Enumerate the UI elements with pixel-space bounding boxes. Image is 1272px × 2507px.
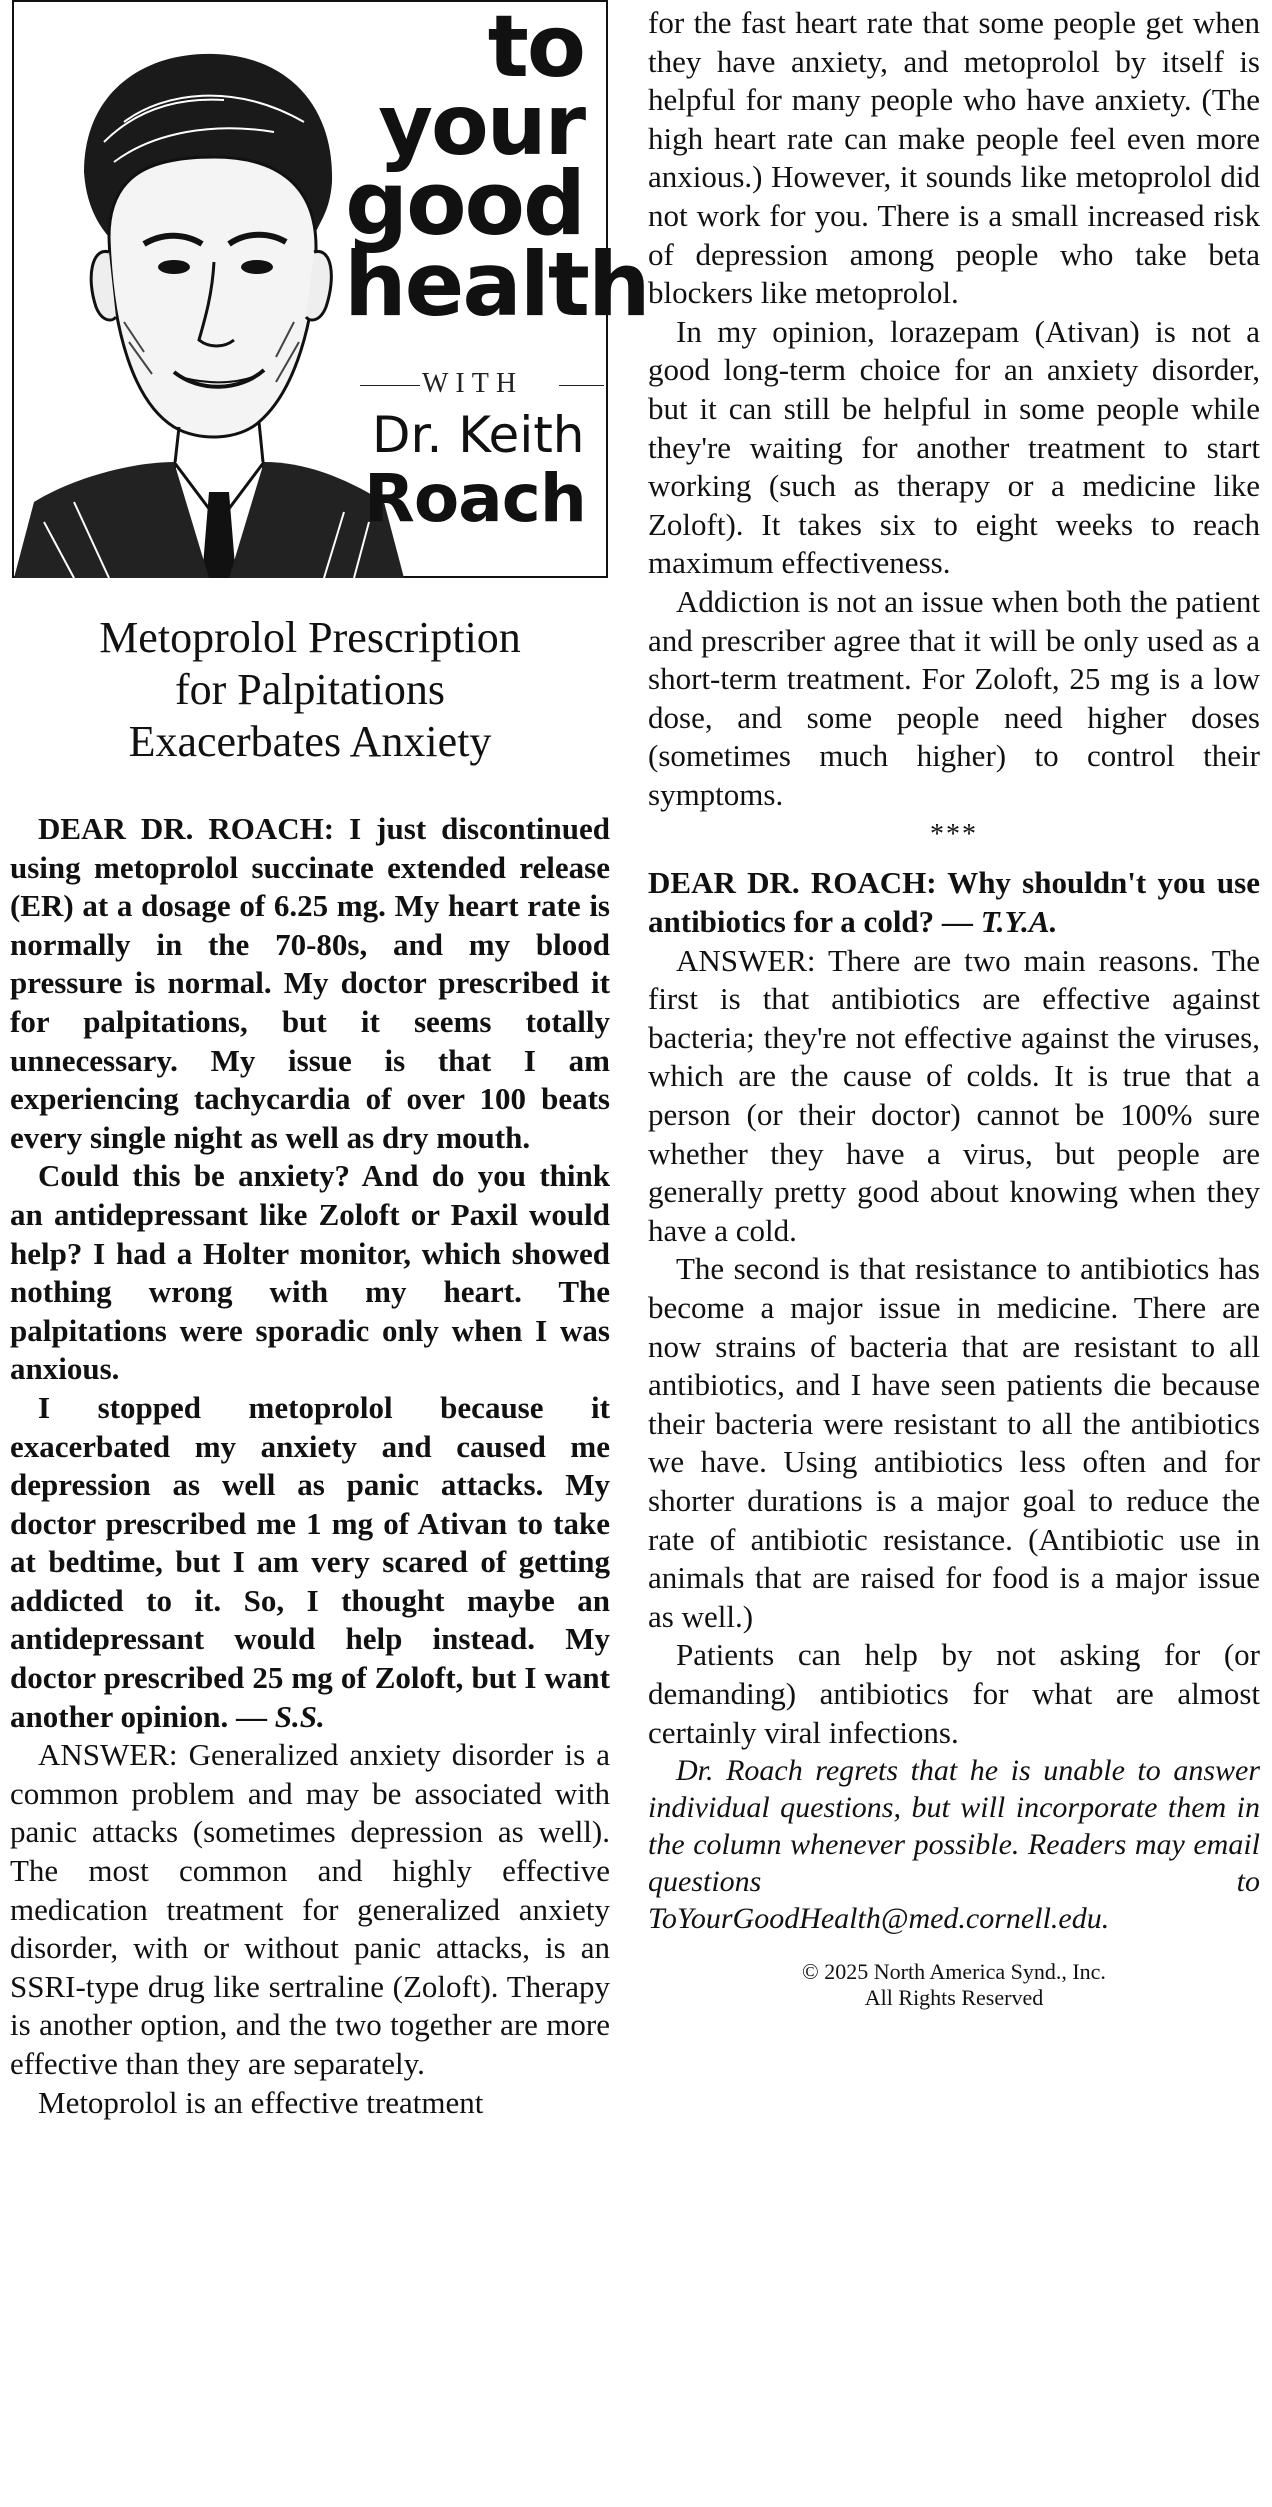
letter1-paragraph-1: DEAR DR. ROACH: I just discontinued using metoprolol succinate extended release (ER) at a dosage of 6.25 mg. My heart rate is normally in the 70-80s, and my blood pressure is normal. My doctor prescribed it for palpitations, but it seems totally unnecessary. My issue is that I am experiencing tachycardia of over 100 beats every single night as well as dry mouth. <box>10 811 610 1155</box>
logo-line-to: to <box>487 0 584 97</box>
left-body-text <box>10 810 610 2122</box>
logo-rule-left <box>360 385 420 386</box>
author-first-name: Dr. Keith <box>372 406 585 464</box>
answer2-paragraph-1: ANSWER: There are two main reasons. The first is that antibiotics are effective against bacteria; they're not effective against the viruses, which are the cause of colds. It is true that a person (or their doctor) cannot be 100% sure whether they have a virus, but people are generally pretty good about knowing when they have a cold. <box>648 942 1260 1248</box>
article-headline <box>10 612 610 768</box>
copyright-notice <box>648 1959 1260 2011</box>
copyright-line-1: © 2025 North America Synd., Inc. <box>802 1959 1106 1985</box>
logo-title <box>344 0 649 337</box>
answer2-paragraph-3: Patients can help by not asking for (or demanding) antibiotics for what are almost certainly viral infections. <box>648 1637 1260 1750</box>
answer1-paragraph-2: Metoprolol is an effective treatment <box>38 2084 484 2120</box>
letter1-paragraph-3 <box>10 1389 610 1736</box>
letter1-paragraph-2: Could this be anxiety? And do you think an antidepressant like Zoloft or Paxil would help? I had a Holter monitor, which showed nothing wrong with my heart. The palpitations were sporadic only when I was anxious. <box>10 1158 610 1387</box>
letter1-signature: S.S. <box>274 1698 325 1734</box>
answer1-paragraph-1: ANSWER: Generalized anxiety disorder is a common problem and may be associated with panic attacks (sometimes depression as well). The most common and highly effective medication treatment for generalized anxiety disorder, with or without panic attacks, is an SSRI-type drug like sertraline (Zoloft). Therapy is another option, and the two together are more effective than they are separately. <box>10 1737 610 2081</box>
right-body-text <box>648 4 1260 2011</box>
section-separator: *** <box>930 819 978 851</box>
answer1-paragraph-3: In my opinion, lorazepam (Ativan) is not a good long-term choice for an anxiety disorder, but it can still be helpful in some people while they're waiting for another treatment to start working (such as therapy or a medicine like Zoloft). It takes six to eight weeks to reach maximum effectiveness. <box>648 313 1260 581</box>
logo-line-your: your <box>378 76 584 175</box>
column-logo <box>12 0 649 578</box>
letter2 <box>648 864 1260 941</box>
headline-line-1: Metoprolol Prescription <box>99 613 521 662</box>
logo-line-good: good <box>345 152 584 256</box>
answer1-paragraph-2-continued: for the fast heart rate that some people get when they have anxiety, and metoprolol by itself is helpful for many people who have anxiety. (The high heart rate can make people feel even more anxious.) However, it sounds like metoprolol did not work for you. There is a small increased risk of depression among people who take beta blockers like metoprolol. <box>648 5 1260 311</box>
letter2-text: DEAR DR. ROACH: Why shouldn't you use antibiotics for a cold? — <box>648 865 1260 940</box>
closing-note: Dr. Roach regrets that he is unable to answer individual questions, but will incorporate them in the column whenever possible. Readers may email questions to ToYourGoodHealth@med.cornell.edu. <box>648 1754 1260 1936</box>
letter2-signature: T.Y.A. <box>980 904 1058 940</box>
author-last-name: Roach <box>364 460 586 537</box>
logo-rule-right <box>559 385 604 386</box>
answer2-paragraph-2: The second is that resistance to antibiotics has become a major issue in medicine. There are now strains of bacteria that are resistant to all antibiotics, and I have seen patients die because their bacteria were resistant to all the antibiotics we have. Using antibiotics less often and for shorter durations is a major goal to reduce the rate of antibiotic resistance. (Antibiotic use in animals that are raised for food is a major issue as well.) <box>648 1251 1260 1634</box>
copyright-line-2: All Rights Reserved <box>864 1985 1044 2011</box>
right-column <box>648 4 1260 2011</box>
answer1-paragraph-4: Addiction is not an issue when both the patient and prescriber agree that it will be only used as a short-term treatment. For Zoloft, 25 mg is a low dose, and some people need higher doses (sometimes much higher) to control their symptoms. <box>648 583 1260 812</box>
headline-line-2: for Palpitations <box>174 665 446 714</box>
letter1-paragraph-3-text: I stopped metoprolol because it exacerbated my anxiety and caused me depression as well as panic attacks. My doctor prescribed me 1 mg of Ativan to take at bedtime, but I am very scared of getting addicted to it. So, I thought maybe an antidepressant would help instead. My doctor prescribed 25 mg of Zoloft, but I want another opinion. — <box>10 1389 610 1734</box>
headline-line-3: Exacerbates Anxiety <box>128 717 492 766</box>
logo-with: WITH <box>422 368 524 399</box>
logo-line-health: health <box>344 233 649 337</box>
